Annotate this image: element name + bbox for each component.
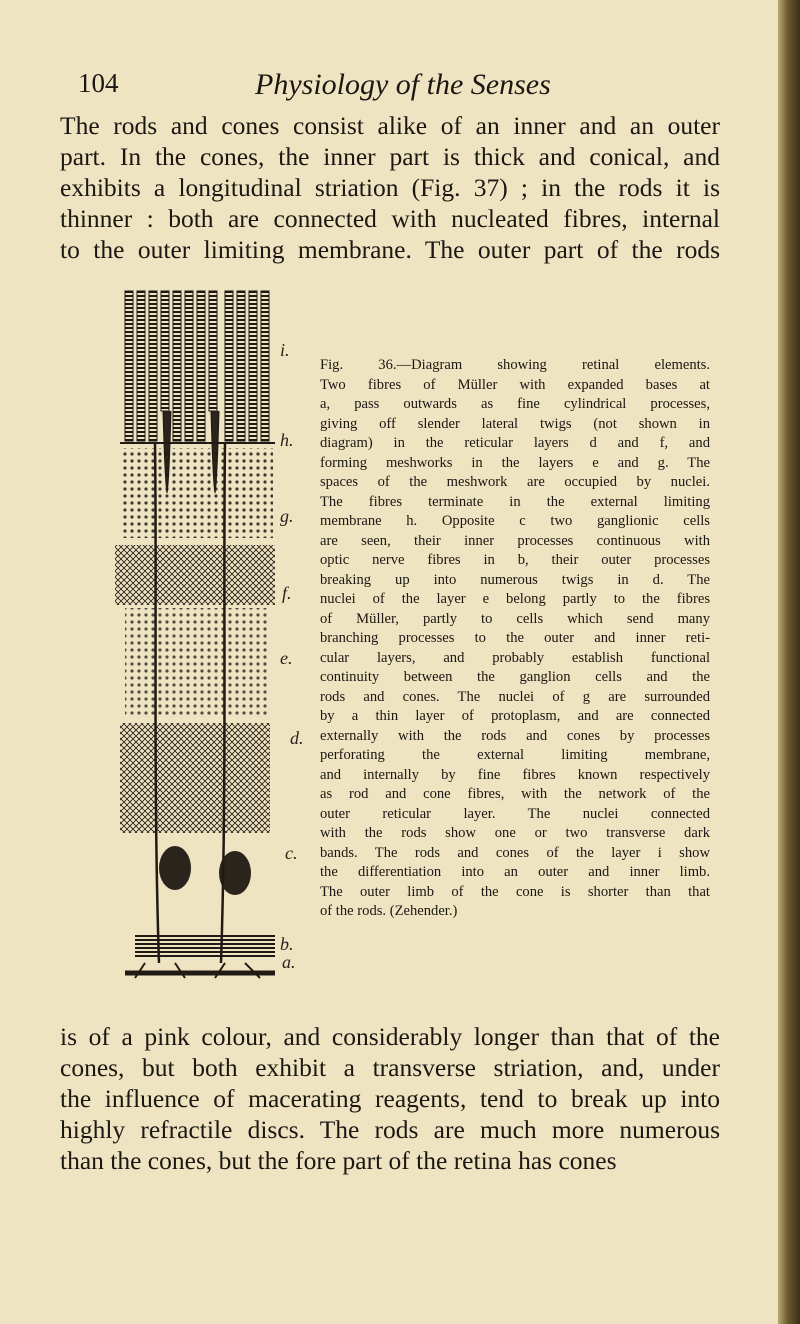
text-line: highly refractile discs. The rods are much more numerous — [60, 1115, 720, 1144]
caption-line: diagram) in the reticular layers d and f, and — [320, 435, 710, 451]
caption-line: and internally by fine fibres known respectively — [320, 766, 710, 783]
caption-line: the differentiation into an outer and inner limb. — [320, 864, 710, 880]
label-b: b. — [280, 934, 294, 954]
text-line: part. In the cones, the inner part is thick and conical, and — [60, 142, 720, 171]
label-g: g. — [280, 506, 294, 526]
caption-line: spaces of the meshwork are occupied by nuclei. — [320, 474, 710, 490]
caption-line: of Müller, partly to cells which send many — [320, 610, 710, 627]
caption-line: breaking up into numerous twigs in d. The — [320, 571, 710, 588]
caption-line: The outer limb of the cone is shorter than that — [320, 883, 710, 900]
caption-line: externally with the rods and cones by processes — [320, 727, 710, 744]
caption-line: forming meshworks in the layers e and g. The — [320, 454, 710, 471]
text-line: to the outer limiting membrane. The outer part of the rods — [60, 235, 720, 264]
caption-line: a, pass outwards as fine cylindrical processes, — [320, 396, 710, 412]
text-line: is of a pink colour, and considerably longer than that of the — [60, 1022, 720, 1051]
outer-nuclear-layer — [123, 448, 273, 538]
body-paragraph-top — [60, 110, 720, 265]
ganglion-cells — [159, 846, 251, 895]
caption-line: Two fibres of Müller with expanded bases at — [320, 376, 710, 393]
caption-line: with the rods show one or two transverse dark — [320, 825, 710, 841]
label-d: d. — [290, 728, 304, 748]
caption-line: membrane h. Opposite c two ganglionic cells — [320, 513, 710, 529]
caption-line: continuity between the ganglion cells and the — [320, 669, 710, 685]
text-line: than the cones, but the fore part of the retina has cones — [60, 1146, 617, 1175]
running-title: Physiology of the Senses — [255, 68, 551, 101]
text-line: The rods and cones consist alike of an inner and an outer — [60, 111, 720, 140]
label-i: i. — [280, 340, 290, 360]
caption-line: optic nerve fibres in b, their outer processes — [320, 552, 710, 568]
text-line: exhibits a longitudinal striation (Fig. 37) ; in the rods it is — [60, 173, 720, 202]
caption-line: as rod and cone fibres, with the network of the — [320, 786, 710, 802]
label-c: c. — [285, 843, 298, 863]
text-line: the influence of macerating reagents, tend to break up into — [60, 1084, 720, 1113]
caption-line: by a thin layer of protoplasm, and are connected — [320, 708, 710, 724]
figure-caption — [320, 356, 710, 922]
outer-reticular-layer — [115, 545, 275, 605]
caption-line: branching processes to the outer and inner reti- — [320, 630, 710, 646]
caption-line: perforating the external limiting membrane, — [320, 747, 710, 763]
text-line: cones, but both exhibit a transverse striation, and, under — [60, 1053, 720, 1082]
label-f: f. — [282, 583, 292, 603]
label-a: a. — [282, 952, 296, 972]
caption-line: The fibres terminate in the external limiting — [320, 493, 710, 510]
text-line: thinner : both are connected with nucleated fibres, internal — [60, 204, 720, 233]
caption-line: bands. The rods and cones of the layer i show — [320, 844, 710, 861]
body-paragraph-bottom — [60, 1021, 720, 1176]
caption-line: outer reticular layer. The nuclei connected — [320, 805, 710, 822]
page-edge — [778, 0, 800, 1324]
inner-reticular-layer — [120, 723, 270, 833]
label-h: h. — [280, 430, 294, 450]
retina-diagram — [115, 283, 315, 998]
nerve-fibre-layer — [135, 933, 275, 958]
caption-line: of the rods. (Zehender.) — [320, 903, 458, 919]
caption-line: cular layers, and probably establish functional — [320, 649, 710, 666]
inner-nuclear-layer — [125, 608, 270, 718]
label-e: e. — [280, 648, 293, 668]
caption-line: Fig. 36.—Diagram showing retinal elements. — [320, 357, 710, 373]
caption-line: rods and cones. The nuclei of g are surrounded — [320, 688, 710, 705]
page-number: 104 — [78, 68, 119, 98]
caption-line: giving off slender lateral twigs (not shown in — [320, 415, 710, 432]
caption-line: nuclei of the layer e belong partly to the fibres — [320, 591, 710, 607]
caption-line: are seen, their inner processes continuous with — [320, 532, 710, 549]
